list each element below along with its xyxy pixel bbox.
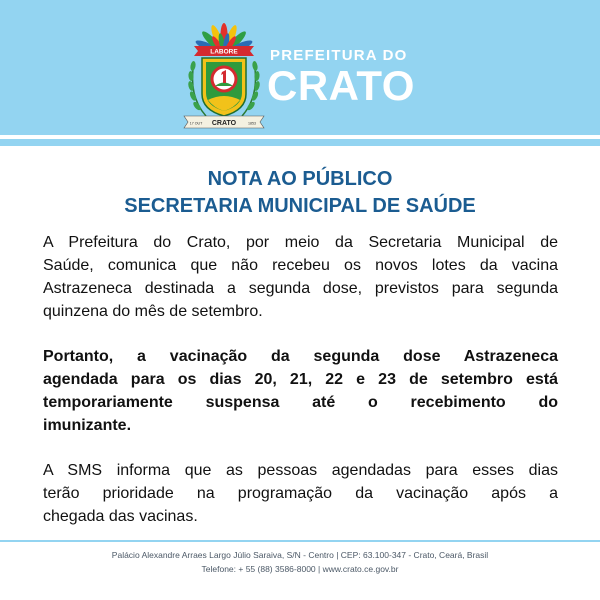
seal-ribbon-left: 17 OUT — [189, 121, 203, 126]
paragraph-line: Saúde, comunica que não recebeu os novos lotes da vacina — [43, 257, 558, 274]
footer — [0, 548, 600, 576]
notice-title: NOTA AO PÚBLICO — [207, 168, 393, 190]
paragraph-line: Astrazeneca destinada a segunda dose, previstos para segunda — [43, 280, 558, 297]
paragraph-emphasis — [43, 345, 558, 437]
seal-ribbon-name: CRATO — [211, 120, 237, 127]
paragraph-line: Portanto, a vacinação da segunda dose Astrazeneca — [43, 348, 558, 365]
brand-line-1: PREFEITURA DO — [270, 47, 408, 64]
paragraph-line: A SMS informa que as pessoas agendadas para esses dias — [43, 462, 558, 479]
seal-motto-banner — [194, 46, 254, 56]
leaf — [252, 61, 259, 72]
footer-address: Palácio Alexandre Arraes Largo Júlio Saraiva, S/N - Centro | CEP: 63.100-347 - Crato, Ceará, Brasil — [111, 550, 489, 560]
notice-heading — [0, 166, 600, 220]
paragraph — [43, 231, 558, 323]
seal-ribbon-right: 1853 — [248, 121, 256, 126]
header-banner — [0, 0, 600, 146]
paragraph-line: imunizante. — [43, 417, 132, 434]
seal-ribbon — [184, 116, 264, 128]
header-separator — [0, 135, 600, 139]
paragraph-line: terão prioridade na programação da vacinação após a — [43, 485, 558, 502]
brand-line-2: CRATO — [267, 62, 415, 109]
seal-shield — [202, 58, 246, 116]
paragraph-line: quinzena do mês de setembro. — [43, 303, 263, 320]
paragraph — [43, 459, 558, 528]
footer-divider — [0, 540, 600, 542]
paragraph-line: A Prefeitura do Crato, por meio da Secretaria Municipal de — [43, 234, 558, 251]
notice-subtitle: SECRETARIA MUNICIPAL DE SAÚDE — [124, 195, 476, 217]
leaf — [190, 61, 197, 72]
coat-of-arms-icon — [182, 16, 266, 130]
paragraph-line: chegada das vacinas. — [43, 508, 198, 525]
paragraph-line: agendada para os dias 20, 21, 22 e 23 de setembro está — [43, 371, 558, 388]
paragraph-line: temporariamente suspensa até o recebimento do — [43, 394, 558, 411]
seal-motto: LABORE — [210, 48, 238, 56]
footer-contact: Telefone: + 55 (88) 3586-8000 | www.crato.ce.gov.br — [201, 564, 399, 574]
